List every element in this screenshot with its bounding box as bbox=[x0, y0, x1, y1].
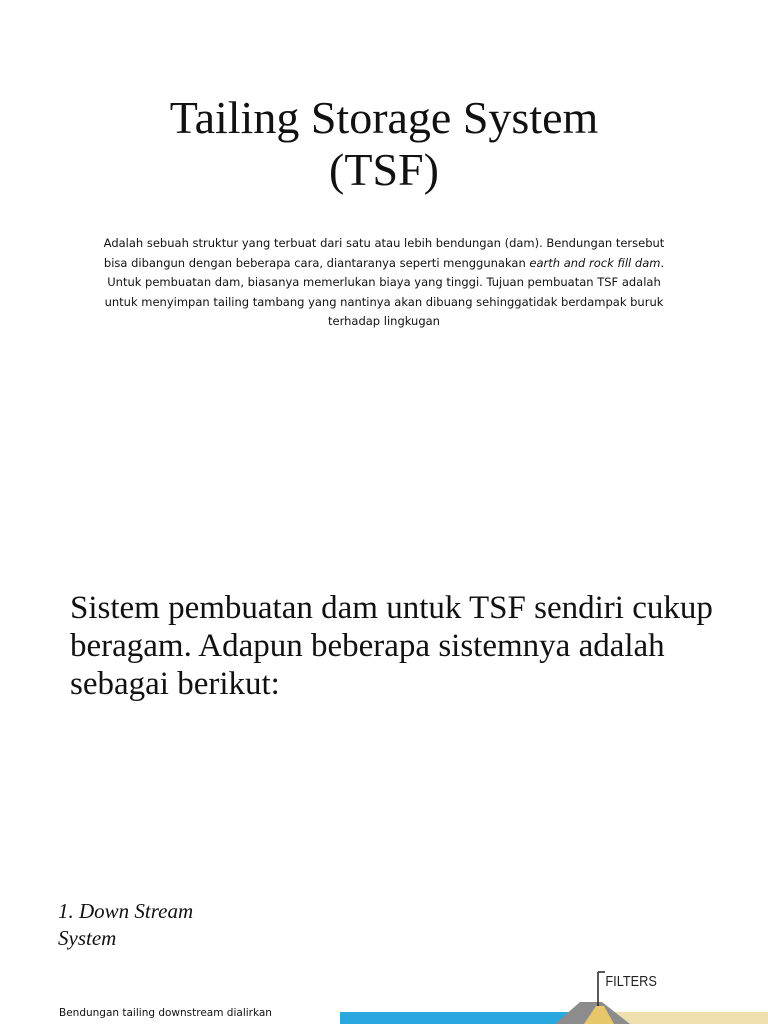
downstream-dam-diagram bbox=[330, 950, 768, 1024]
page-title-line1: Tailing Storage System bbox=[169, 92, 599, 143]
intro-paragraph bbox=[95, 234, 673, 332]
page-title bbox=[0, 92, 768, 196]
section-title-line1: 1. Down Stream bbox=[58, 899, 194, 923]
intro-text-part1: Adalah sebuah struktur yang terbuat dari satu atau lebih bendungan (dam). Bendungan tersebut bisa dibangun dengan beberapa cara, diantaranya seperti menggunakan bbox=[103, 236, 665, 270]
section-title bbox=[58, 898, 278, 952]
intro-text-part2: . Untuk pembuatan dam, biasanya memerlukan biaya yang tinggi. Tujuan pembuatan TSF adalah untuk menyimpan tailing tambang yang nantinya akan dibuang sehinggatidak berdampak buruk terhadap lingkugan bbox=[104, 255, 665, 328]
dam-diagram-svg bbox=[330, 950, 768, 1024]
intro-emphasis: earth and rock fill dam bbox=[529, 255, 661, 270]
filters-label: FILTERS bbox=[605, 971, 657, 990]
lead-paragraph: Sistem pembuatan dam untuk TSF sendiri cukup beragam. Adapun beberapa sistemnya adalah sebagai berikut: bbox=[70, 590, 713, 702]
section-title-line2: System bbox=[58, 926, 117, 950]
page-title-line2: (TSF) bbox=[329, 144, 439, 195]
section-text: Bendungan tailing downstream dialirkan bbox=[59, 1007, 272, 1019]
diagram-water bbox=[340, 1012, 570, 1024]
